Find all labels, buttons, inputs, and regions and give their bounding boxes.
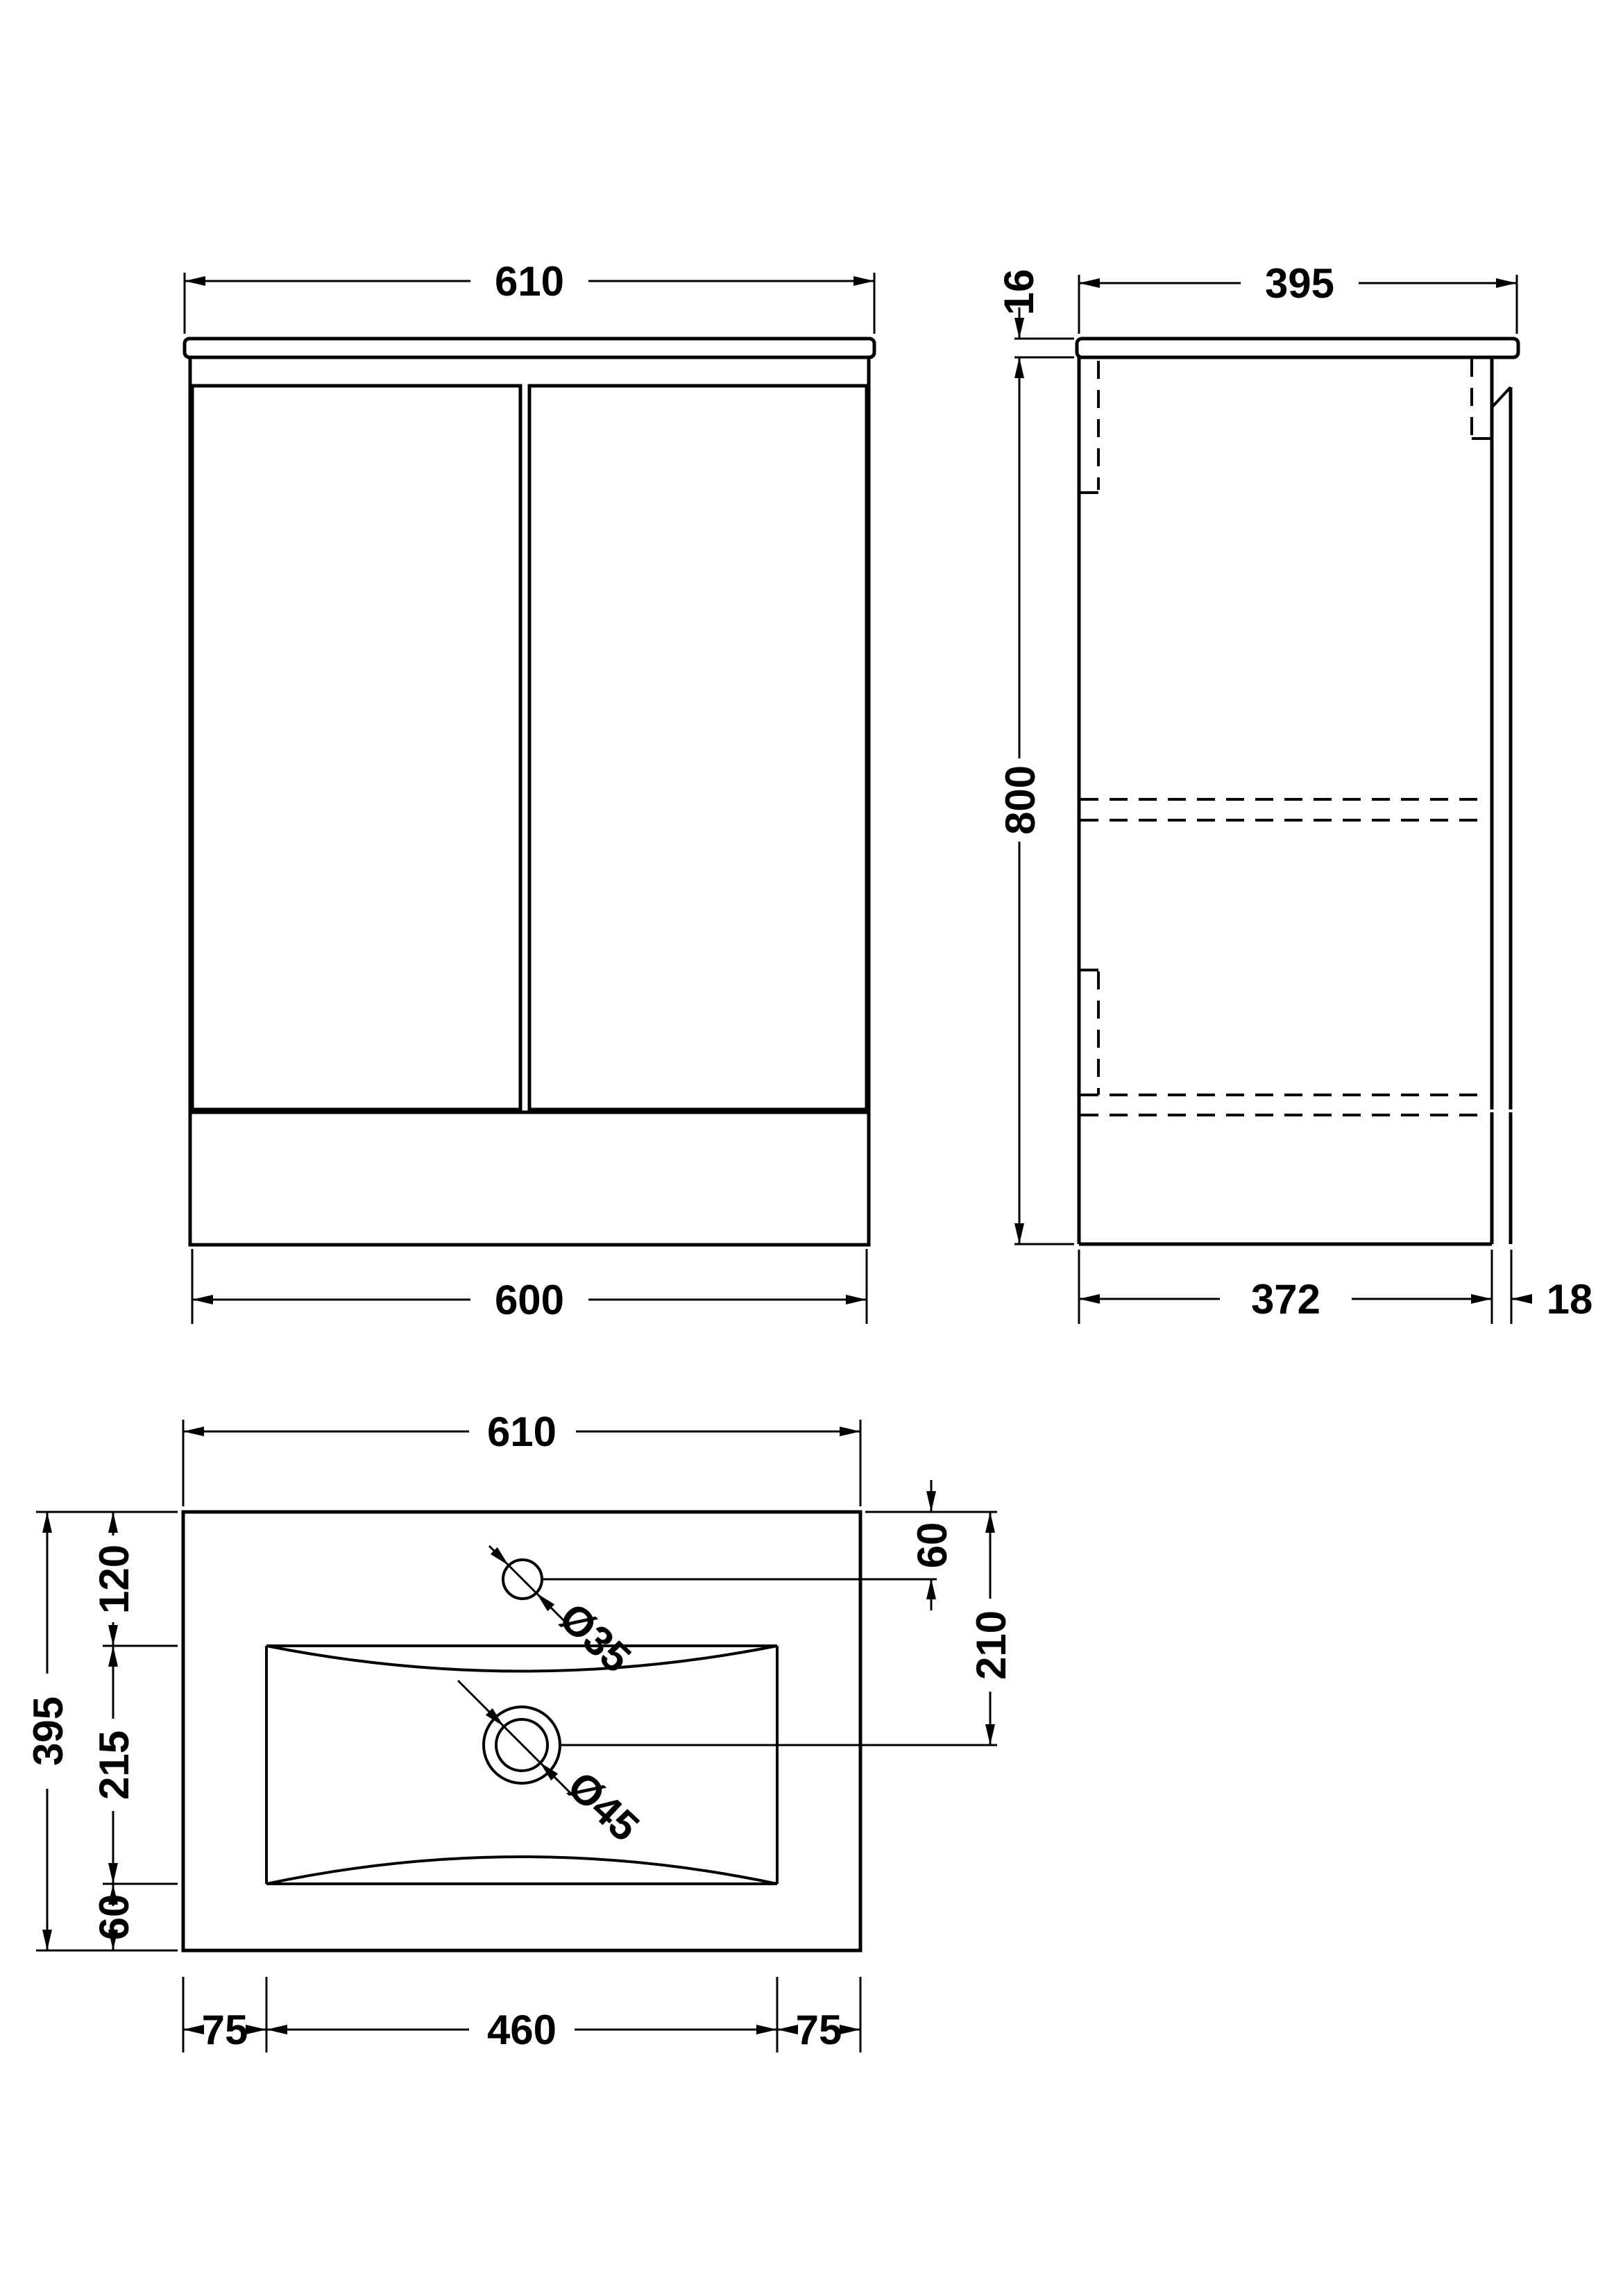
plan-dim-width-top: [183, 1409, 860, 1506]
dim-label-waste-hole: Ø45: [559, 1762, 648, 1851]
dim-label-side-door-thickness: 18: [1546, 1276, 1593, 1323]
dim-label-side-worktop-thickness: 16: [996, 269, 1042, 316]
dim-label-margin-right: 75: [795, 2007, 842, 2053]
plan-basin-bowl: [266, 1646, 777, 1884]
plan-dim-margin-right: [777, 2007, 860, 2053]
side-dim-depth-bottom: [1079, 1250, 1592, 1324]
side-dim-depth-top: [1079, 260, 1517, 334]
side-dim-height: [997, 389, 1074, 1244]
plan-dim-back-to-basin: [91, 1512, 137, 1646]
plan-dim-basin-width: [266, 2007, 777, 2053]
dim-label-side-depth-bottom: 372: [1250, 1276, 1321, 1323]
dim-label-margin-left: 75: [201, 2007, 248, 2053]
dim-label-edge-to-tap: 60: [909, 1522, 955, 1569]
dim-label-back-to-basin: 120: [91, 1544, 137, 1615]
dim-label-side-depth-top: 395: [1264, 260, 1335, 307]
dim-label-basin-depth: 215: [91, 1730, 137, 1801]
front-elevation-view: [185, 258, 874, 1324]
dim-label-plan-depth-overall: 395: [25, 1696, 71, 1767]
dim-label-edge-to-waste: 210: [968, 1610, 1014, 1681]
plan-dim-edge-to-waste: [968, 1512, 1014, 1745]
dim-label-side-height: 800: [997, 765, 1044, 835]
dim-label-front-width-bottom: 600: [494, 1277, 565, 1323]
plan-dim-edge-to-tap: [909, 1480, 955, 1610]
plan-dim-basin-to-front: [91, 1884, 137, 1950]
plan-dim-margin-left: [183, 2007, 266, 2053]
plan-dim-tap-hole: [489, 1546, 640, 1682]
front-dim-width-bottom: [192, 1249, 867, 1324]
dim-label-plan-width-top: 610: [486, 1409, 557, 1455]
side-door-top-chamfer: [1492, 387, 1511, 407]
front-worktop: [185, 339, 874, 357]
side-dim-worktop-thickness: [996, 269, 1074, 389]
front-door-right: [529, 386, 867, 1109]
front-dim-width-top: [185, 258, 874, 334]
front-door-left: [192, 386, 520, 1109]
side-worktop: [1077, 339, 1518, 357]
side-elevation-view: [996, 260, 1592, 1324]
dim-label-tap-hole: Ø35: [550, 1594, 640, 1682]
plan-view: [25, 1409, 1014, 2053]
dim-label-front-width-top: 610: [494, 258, 565, 305]
dim-label-basin-width: 460: [486, 2007, 557, 2053]
plan-dim-depth-overall: [25, 1512, 71, 1950]
dim-label-basin-to-front: 60: [91, 1894, 137, 1941]
plan-dim-basin-depth: [91, 1646, 137, 1884]
